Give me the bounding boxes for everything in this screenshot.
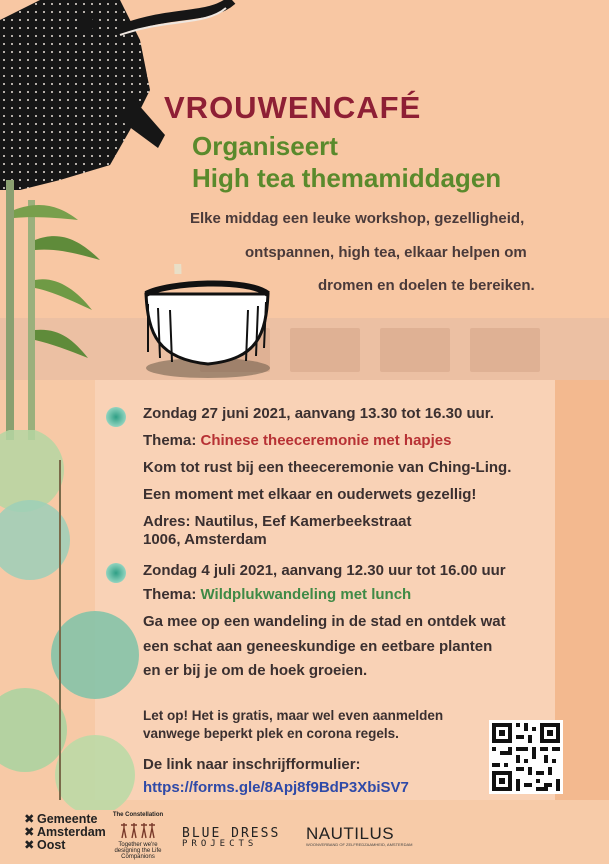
event1-theme-value: Chinese theeceremonie met hapjes <box>200 432 452 449</box>
window-decoration <box>290 328 360 372</box>
blue-dress-line-1: BLUE DRESS <box>182 826 281 841</box>
event2-theme-value: Wildplukwandeling met lunch <box>200 586 412 603</box>
event2-description-1: Ga mee op een wandeling in de stad en ontdek wat <box>143 613 506 630</box>
constellation-subtitle: Together we're designing the Life Companions <box>114 842 162 860</box>
constellation-figures-icon <box>118 818 158 840</box>
constellation-title: The Constellation <box>112 812 164 818</box>
notice-line-1: Let op! Het is gratis, maar wel even aanmelden <box>143 708 444 723</box>
nautilus-logo: NAUTILUS <box>306 824 395 843</box>
headline-line-2: High tea themamiddagen <box>192 163 502 193</box>
event1-address-1: Adres: Nautilus, Eef Kamerbeekstraat <box>143 513 412 530</box>
event1-theme <box>143 432 451 449</box>
x-mark-icon: ✖ <box>24 812 35 826</box>
event-bullet-icon <box>106 407 126 427</box>
event1-description-1: Kom tot rust bij een theeceremonie van Ching-Ling. <box>143 459 512 476</box>
x-mark-icon: ✖ <box>24 838 35 852</box>
headline-line-1: Organiseert <box>192 131 338 161</box>
qr-code[interactable] <box>489 720 563 794</box>
event2-description-3: en er bij je om de hoek groeien. <box>143 662 368 679</box>
event1-theme-label: Thema: <box>143 432 201 449</box>
gemeente-line-2: Amsterdam <box>37 825 106 839</box>
signup-label: De link naar inschrijfformulier: <box>143 756 361 773</box>
signup-link[interactable]: https://forms.gle/8Apj8f9BdP3XbiSV7 <box>143 779 409 796</box>
event1-description-2: Een moment met elkaar en ouderwets gezellig! <box>143 486 477 503</box>
right-decoration-strip <box>555 380 609 800</box>
blue-dress-line-2: PROJECTS <box>182 839 258 849</box>
intro-line-1: Elke middag een leuke workshop, gezelligheid, <box>190 210 525 227</box>
event2-date: Zondag 4 juli 2021, aanvang 12.30 uur tot 16.00 uur <box>143 562 506 579</box>
event1-address-2: 1006, Amsterdam <box>143 531 267 548</box>
flower-illustration <box>0 430 150 810</box>
nautilus-subtitle: WOONVERBAND OF ZELFREDZAAMHEID, AMSTERDAM <box>306 842 413 847</box>
event1-date: Zondag 27 juni 2021, aanvang 13.30 tot 16.30 uur. <box>143 405 494 422</box>
window-decoration <box>380 328 450 372</box>
constellation-logo <box>110 812 166 860</box>
window-decoration <box>470 328 540 372</box>
gemeente-line-1: Gemeente <box>37 812 98 826</box>
bamboo-illustration <box>0 180 110 440</box>
teacup-illustration <box>138 264 278 384</box>
event2-theme <box>143 586 411 603</box>
event2-theme-label: Thema: <box>143 586 201 603</box>
notice-line-2: vanwege beperkt plek en corona regels. <box>143 726 399 741</box>
intro-line-2: ontspannen, high tea, elkaar helpen om <box>245 244 527 261</box>
x-mark-icon: ✖ <box>24 825 35 839</box>
intro-line-3: dromen en doelen te bereiken. <box>318 277 535 294</box>
event-bullet-icon <box>106 563 126 583</box>
event2-description-2: een schat aan geneeskundige en eetbare planten <box>143 638 493 655</box>
gemeente-line-3: Oost <box>37 838 66 852</box>
gemeente-amsterdam-logo <box>24 813 106 852</box>
blue-dress-projects-logo <box>182 826 280 849</box>
brand-logo-text: VROUWENCAFÉ <box>164 90 422 125</box>
